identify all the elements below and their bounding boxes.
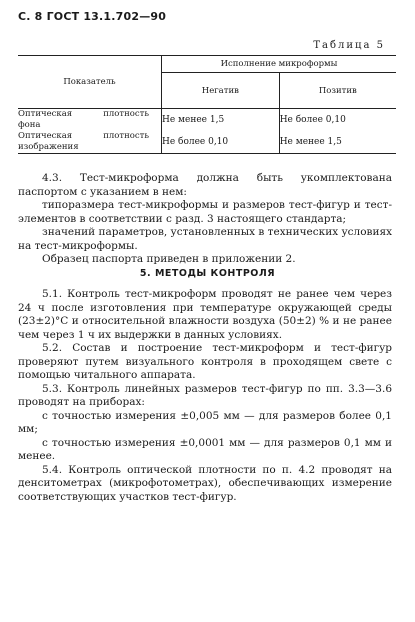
paragraph: типоразмера тест-микроформы и размеров тест-фигур и тест-элементов в соответствии с разд. 3 настоящего стандарта;: [18, 199, 392, 225]
param-word-b: плотность: [103, 131, 149, 141]
cell-negative: Не менее 1,5: [162, 109, 280, 132]
paragraph: 4.3. Тест-микроформа должна быть укомплектована паспортом с указанием в нем:: [18, 172, 392, 198]
section-5-body: [18, 288, 392, 504]
column-header-group: Исполнение микроформы: [162, 56, 397, 73]
paragraph: 5.4. Контроль оптической плотности по п. 4.2 проводят на денситометрах (микрофотометрах), обеспечивающих измерение соответствующих участков тест-фигур.: [18, 463, 392, 503]
column-header-parameter: Показатель: [18, 56, 162, 109]
table-caption: Таблица 5: [313, 40, 385, 51]
paragraph: значений параметров, установленных в технических условиях на тест-микроформы.: [18, 226, 392, 252]
cell-positive: Не менее 1,5: [279, 131, 396, 154]
param-word-b: плотность: [103, 109, 149, 119]
row-parameter: [18, 131, 162, 154]
param-word-a: Оптическая: [18, 109, 73, 119]
table-row: [18, 131, 396, 154]
paragraph: с точностью измерения ±0,005 мм — для размеров более 0,1 мм;: [18, 409, 392, 435]
cell-negative: Не более 0,10: [162, 131, 280, 154]
param-word-a: Оптическая: [18, 131, 73, 141]
paragraph: 5.2. Состав и построение тест-микроформ и тест-фигур проверяют путем визуального контроля в проходящем свете с помощью читального аппарата.: [18, 342, 392, 381]
param-word-c: фона: [18, 120, 41, 130]
data-table: [18, 55, 396, 154]
paragraph: 5.1. Контроль тест-микроформ проводят не ранее чем через 24 ч после изготовления при температуре окружающей среды (23±2)°С и относительной влажности воздуха (50±2) % и не ранее чем через 1 ч их выдержки в данных условиях.: [18, 288, 392, 341]
column-header-negative: Негатив: [162, 73, 280, 109]
cell-positive: Не более 0,10: [279, 115, 346, 125]
row-parameter: [18, 109, 162, 132]
paragraph: Образец паспорта приведен в приложении 2.: [42, 253, 296, 265]
table-row: [18, 109, 396, 132]
param-word-c: изображения: [18, 142, 79, 152]
paragraph: 5.3. Контроль линейных размеров тест-фигур по пп. 3.3—3.6 проводят на приборах:: [18, 382, 392, 408]
section-title: 5. МЕТОДЫ КОНТРОЛЯ: [139, 268, 276, 279]
column-header-positive: Позитив: [279, 73, 396, 109]
page-header: С. 8 ГОСТ 13.1.702—90: [18, 10, 167, 23]
paragraph: с точностью измерения ±0,0001 мм — для размеров 0,1 мм и менее.: [18, 436, 392, 462]
section-4-body: [18, 172, 392, 267]
